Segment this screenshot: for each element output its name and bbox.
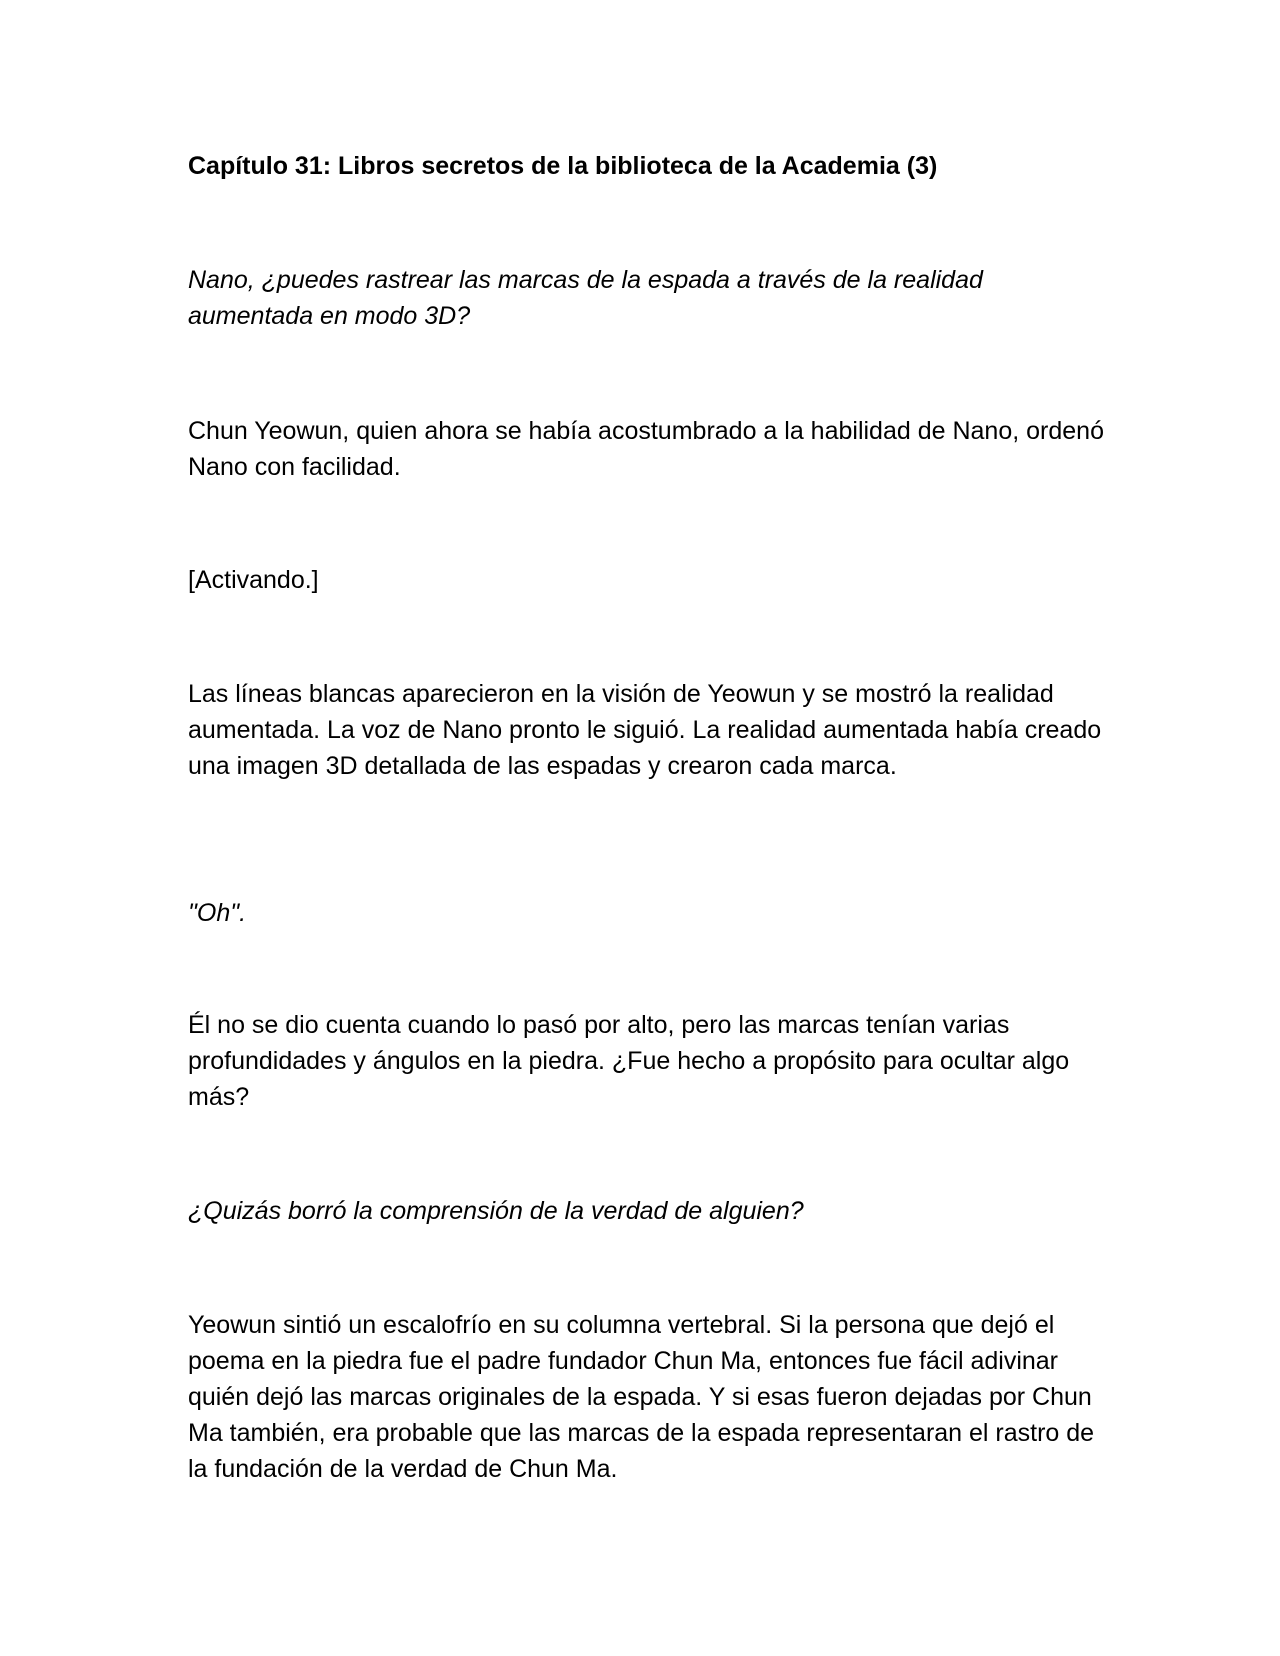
paragraph-2: Chun Yeowun, quien ahora se había acostumbrado a la habilidad de Nano, ordenó Nano con facilidad. bbox=[188, 417, 1104, 481]
paragraph-4: Las líneas blancas aparecieron en la visión de Yeowun y se mostró la realidad aumentada. La voz de Nano pronto le siguió. La realidad aumentada había creado una imagen 3D detallada de las espadas y crearon cada marca. bbox=[188, 680, 1102, 780]
chapter-title: Capítulo 31: Libros secretos de la biblioteca de la Academia (3) bbox=[188, 152, 938, 180]
paragraph-8: Yeowun sintió un escalofrío en su columna vertebral. Si la persona que dejó el poema en la piedra fue el padre fundador Chun Ma, entonces fue fácil adivinar quién dejó las marcas originales de la espada. Y si esas fueron dejadas por Chun Ma también, era probable que las marcas de la espada representaran el rastro de la fundación de la verdad de Chun Ma. bbox=[188, 1311, 1095, 1483]
paragraph-7: ¿Quizás borró la comprensión de la verdad de alguien? bbox=[188, 1197, 804, 1225]
paragraph-3: [Activando.] bbox=[188, 566, 319, 594]
paragraph-1: Nano, ¿puedes rastrear las marcas de la espada a través de la realidad aumentada en modo 3D? bbox=[188, 266, 983, 330]
document-page bbox=[188, 0, 1108, 1656]
paragraph-5: "Oh". bbox=[188, 899, 247, 927]
paragraph-6: Él no se dio cuenta cuando lo pasó por alto, pero las marcas tenían varias profundidades y ángulos en la piedra. ¿Fue hecho a propósito para ocultar algo más? bbox=[188, 1011, 1070, 1111]
